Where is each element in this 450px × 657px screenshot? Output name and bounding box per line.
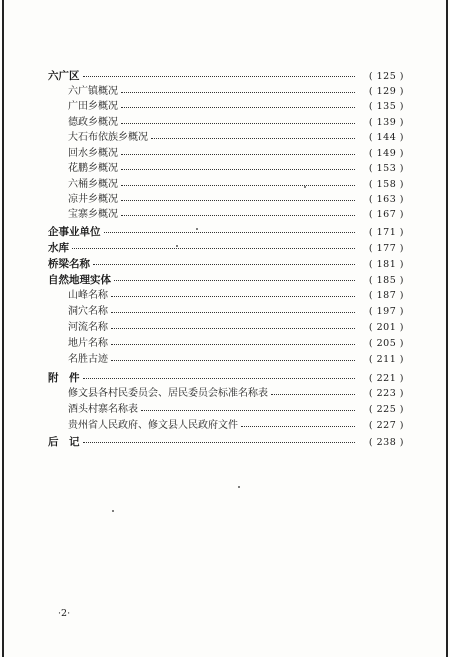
toc-entry [68, 402, 404, 418]
toc-entry-label: 六桶乡概况 [68, 179, 118, 190]
toc-entry-label: 山峰名称 [68, 290, 108, 301]
toc-entry-page: ( 181 ) [368, 259, 404, 270]
scan-speck [176, 245, 178, 247]
toc-entry-label: 附 件 [48, 372, 80, 384]
toc-entry-label: 修文县各村民委员会、居民委员会标准名称表 [68, 388, 268, 399]
toc-entry-label: 德政乡概况 [68, 117, 118, 128]
toc-leader [121, 214, 355, 216]
toc-leader [141, 409, 355, 411]
toc-entry-label: 花鹏乡概况 [68, 163, 118, 174]
toc-entry [48, 434, 404, 450]
toc-leader [241, 425, 355, 427]
toc-leader [83, 75, 356, 77]
toc-entry-page: ( 125 ) [368, 71, 404, 82]
scan-speck [304, 186, 306, 188]
toc-leader [83, 377, 356, 379]
toc-leader [121, 122, 355, 124]
toc-entry-label: 地片名称 [68, 338, 108, 349]
toc-entry [68, 99, 404, 115]
toc-entry-page: ( 158 ) [368, 179, 404, 190]
toc-leader [72, 247, 355, 249]
toc-entry-page: ( 201 ) [368, 322, 404, 333]
scan-speck [112, 510, 114, 512]
toc-entry-label: 洞穴名称 [68, 306, 108, 317]
scan-speck [238, 486, 240, 488]
toc-entry [68, 130, 404, 146]
toc-entry-label: 自然地理实体 [48, 274, 111, 286]
toc-leader [104, 231, 356, 233]
toc-entry-label: 大石布依族乡概况 [68, 132, 148, 143]
toc-entry [68, 192, 404, 208]
toc-entry-page: ( 238 ) [368, 437, 404, 448]
toc-entry [48, 256, 404, 272]
toc-leader [111, 311, 355, 313]
toc-entry-label: 广田乡概况 [68, 101, 118, 112]
toc-entry [68, 288, 404, 304]
toc-entry-label: 河流名称 [68, 322, 108, 333]
toc-leader [121, 199, 355, 201]
toc-entry [68, 304, 404, 320]
toc-entry-page: ( 163 ) [368, 194, 404, 205]
toc-entry-label: 凉井乡概况 [68, 194, 118, 205]
toc-entry-page: ( 197 ) [368, 306, 404, 317]
toc-entry [68, 320, 404, 336]
toc-entry-page: ( 221 ) [368, 373, 404, 384]
toc-entry [48, 224, 404, 240]
toc-entry-label: 桥梁名称 [48, 258, 90, 270]
toc-entry [68, 336, 404, 352]
toc-entry-page: ( 223 ) [368, 388, 404, 399]
toc-entry [48, 272, 404, 288]
scan-speck [196, 228, 198, 230]
toc-entry [68, 207, 404, 223]
toc-entry [68, 418, 404, 434]
toc-entry [68, 386, 404, 402]
toc-entry-label: 贵州省人民政府、修文县人民政府文件 [68, 420, 238, 431]
toc-leader [121, 106, 355, 108]
toc-entry-page: ( 149 ) [368, 148, 404, 159]
toc-entry-label: 回水乡概况 [68, 148, 118, 159]
toc-entry-page: ( 139 ) [368, 117, 404, 128]
toc-leader [121, 184, 355, 186]
toc-leader [93, 263, 355, 265]
toc-entry-page: ( 129 ) [368, 86, 404, 97]
toc-entry-page: ( 185 ) [368, 275, 404, 286]
toc-entry [68, 115, 404, 131]
toc-entry-page: ( 225 ) [368, 404, 404, 415]
toc-entry-page: ( 135 ) [368, 101, 404, 112]
toc-leader [121, 91, 355, 93]
page-edge-left [2, 0, 4, 657]
toc-entry-label: 六广区 [48, 70, 80, 82]
toc-entry-label: 六广镇概况 [68, 86, 118, 97]
toc-entry [68, 177, 404, 193]
toc-entry [48, 240, 404, 256]
toc-entry-page: ( 144 ) [368, 132, 404, 143]
toc-leader [83, 441, 356, 443]
toc-entry-label: 宝寨乡概况 [68, 209, 118, 220]
toc-entry [48, 370, 404, 386]
toc-entry-page: ( 153 ) [368, 163, 404, 174]
toc-entry-page: ( 171 ) [368, 227, 404, 238]
toc-entry-page: ( 227 ) [368, 420, 404, 431]
toc-entry [68, 146, 404, 162]
toc-entry-page: ( 167 ) [368, 209, 404, 220]
toc-leader [111, 343, 355, 345]
toc-entry-label: 名胜古迹 [68, 354, 108, 365]
toc-entry-label: 后 记 [48, 436, 80, 448]
toc-entry-page: ( 211 ) [368, 354, 404, 365]
toc-entry [68, 161, 404, 177]
toc-entry-page: ( 177 ) [368, 243, 404, 254]
toc-entry-page: ( 187 ) [368, 290, 404, 301]
page-edge-right [446, 0, 448, 657]
toc-leader [121, 153, 355, 155]
toc-leader [121, 168, 355, 170]
toc-entry [48, 68, 404, 84]
toc-leader [114, 279, 355, 281]
toc-entry [68, 84, 404, 100]
toc-leader [111, 295, 355, 297]
toc-entry-label: 水库 [48, 242, 69, 254]
toc-entry-page: ( 205 ) [368, 338, 404, 349]
toc-leader [111, 359, 355, 361]
toc-entry-label: 酒头村寨名称表 [68, 404, 138, 415]
toc-entry [68, 352, 404, 368]
toc-entry-label: 企事业单位 [48, 226, 101, 238]
toc-leader [151, 137, 355, 139]
toc-leader [271, 393, 355, 395]
toc-leader [111, 327, 355, 329]
page-number: ·2· [58, 608, 71, 619]
